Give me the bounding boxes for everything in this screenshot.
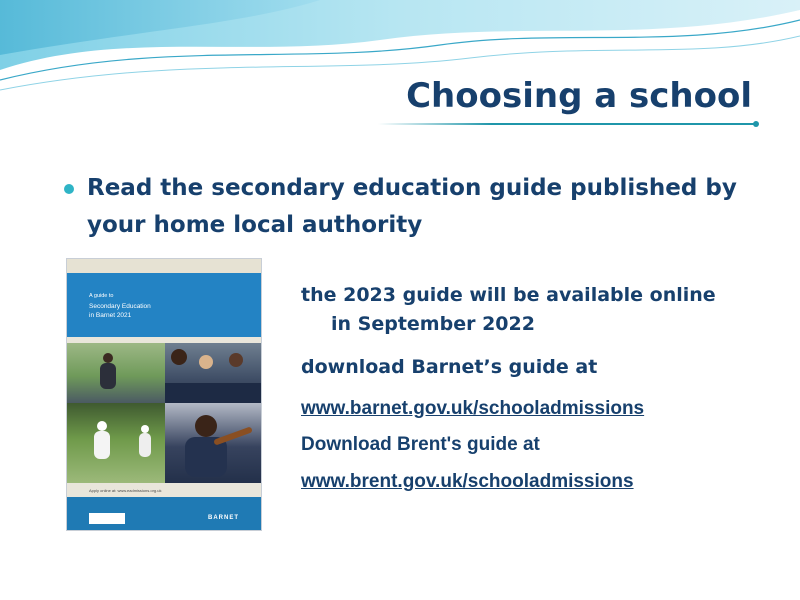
brent-admissions-link[interactable]: www.brent.gov.uk/schooladmissions xyxy=(301,471,634,492)
cover-subtitle: A guide to xyxy=(89,293,114,299)
barnet-download-label: download Barnet’s guide at xyxy=(301,356,598,378)
guide-availability-text: the 2023 guide will be available online xyxy=(301,284,716,306)
guide-availability-date: in September 2022 xyxy=(331,313,535,335)
cover-photo-classroom xyxy=(165,343,262,403)
cover-photo-cricket xyxy=(67,403,165,483)
slide-title: Choosing a school xyxy=(406,76,752,116)
bullet-text: Read the secondary education guide published by your home local authority xyxy=(87,175,737,238)
cover-photo-sports xyxy=(67,343,165,403)
bullet-point-icon xyxy=(64,184,74,194)
cover-top-stripe xyxy=(67,259,261,273)
cover-logo-left xyxy=(89,513,125,524)
cover-barnet-logo: BARNET xyxy=(208,515,239,521)
cover-photo-violin xyxy=(165,403,262,483)
cover-footer-text: Apply online at: www.eadmissions.org.uk xyxy=(89,488,162,493)
cover-title-year: in Barnet 2021 xyxy=(89,312,132,319)
barnet-admissions-link[interactable]: www.barnet.gov.uk/schooladmissions xyxy=(301,398,645,419)
title-underline-dot xyxy=(753,121,759,127)
cover-title: Secondary Education xyxy=(89,303,151,310)
title-underline xyxy=(378,123,756,125)
brent-download-label: Download Brent's guide at xyxy=(301,434,540,455)
guide-cover-image xyxy=(66,258,262,531)
